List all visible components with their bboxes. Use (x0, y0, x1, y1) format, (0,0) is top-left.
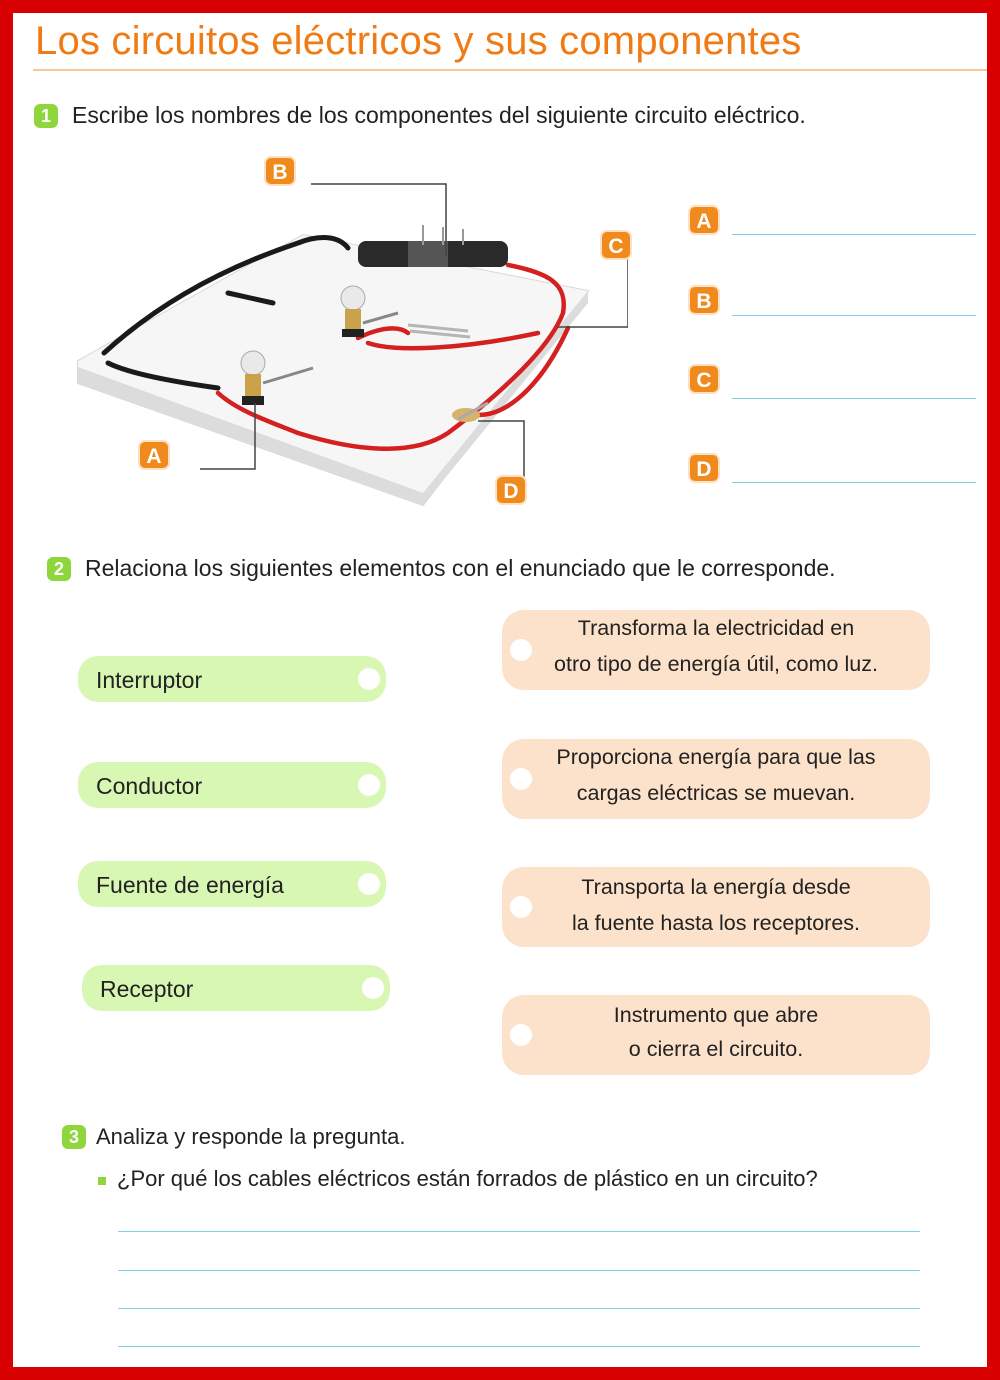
answer-line-c[interactable] (732, 398, 976, 399)
image-tag-b: B (264, 156, 296, 186)
worksheet (13, 13, 987, 1367)
statement-line: Proporciona energía para que las (556, 745, 876, 769)
question-2-text: Relaciona los siguientes elementos con el enunciado que le corresponde. (85, 555, 836, 581)
response-line[interactable] (118, 1231, 920, 1232)
statement-1[interactable] (502, 610, 930, 690)
element-interruptor[interactable] (78, 656, 386, 702)
statement-2[interactable] (502, 739, 930, 819)
answer-label-d: D (688, 453, 720, 483)
statement-line: Transporta la energía desde (581, 875, 851, 899)
question-2-badge: 2 (47, 557, 71, 581)
statement-line: cargas eléctricas se muevan. (576, 781, 856, 805)
statement-line: o cierra el circuito. (628, 1037, 804, 1061)
question-3-text: Analiza y responde la pregunta. (96, 1124, 406, 1149)
answer-line-b[interactable] (732, 315, 976, 316)
answer-label-a: A (688, 205, 720, 235)
answer-label-c: C (688, 364, 720, 394)
image-tag-c: C (600, 230, 632, 260)
statement-line: Transforma la electricidad en (577, 616, 855, 640)
question-3-badge: 3 (62, 1125, 86, 1149)
response-line[interactable] (118, 1346, 920, 1347)
question-3-prompt: ¿Por qué los cables eléctricos están forrados de plástico en un circuito? (117, 1166, 818, 1191)
element-label: Conductor (96, 773, 203, 799)
element-label: Interruptor (96, 667, 203, 693)
element-receptor[interactable] (82, 965, 390, 1011)
bullet-icon (98, 1177, 106, 1185)
answer-line-d[interactable] (732, 482, 976, 483)
element-label: Fuente de energía (96, 872, 284, 898)
statement-4[interactable] (502, 995, 930, 1075)
title-divider (33, 69, 987, 71)
question-1-text: Escribe los nombres de los componentes del siguiente circuito eléctrico. (72, 102, 806, 128)
image-tag-d: D (495, 475, 527, 505)
match-dot[interactable] (362, 977, 384, 999)
answer-line-a[interactable] (732, 234, 976, 235)
element-conductor[interactable] (78, 762, 386, 808)
answer-label-b: B (688, 285, 720, 315)
response-line[interactable] (118, 1270, 920, 1271)
match-dot[interactable] (358, 873, 380, 895)
element-fuente-de-energia[interactable] (78, 861, 386, 907)
match-dot[interactable] (358, 668, 380, 690)
question-1-badge: 1 (34, 104, 58, 128)
statement-line: otro tipo de energía útil, como luz. (554, 652, 878, 676)
statement-3[interactable] (502, 867, 930, 947)
response-line[interactable] (118, 1308, 920, 1309)
match-dot[interactable] (358, 774, 380, 796)
statement-line: la fuente hasta los receptores. (571, 911, 861, 935)
element-label: Receptor (100, 976, 194, 1002)
image-tag-a: A (138, 440, 170, 470)
page-title: Los circuitos eléctricos y sus componentes (35, 19, 802, 63)
statement-line: Instrumento que abre (613, 1003, 819, 1027)
